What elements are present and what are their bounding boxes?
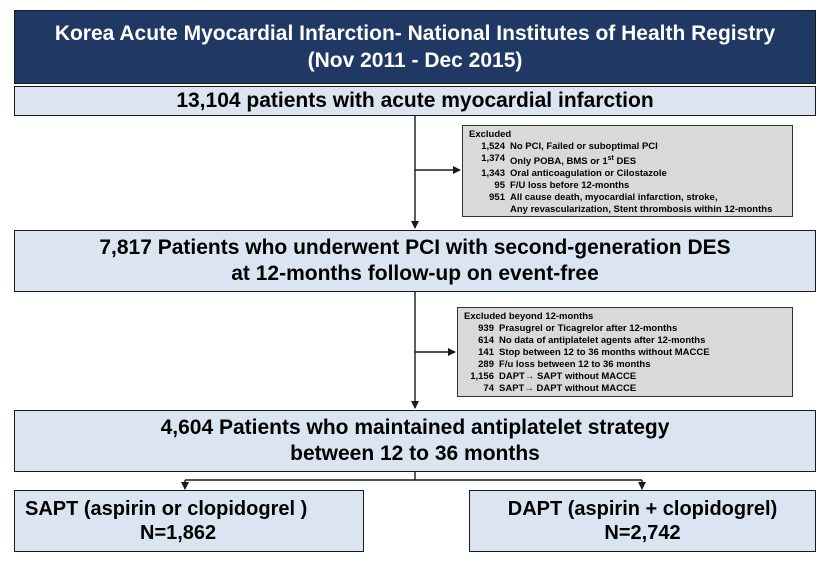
excluded1-item bbox=[469, 141, 786, 153]
excluded2-item bbox=[464, 383, 786, 395]
excluded1-reason: Only POBA, BMS or 1st DES bbox=[510, 155, 637, 168]
registry-title: Korea Acute Myocardial Infarction- National Institutes of Health Registry bbox=[54, 22, 776, 45]
excluded1-count: 1,374 bbox=[481, 153, 505, 164]
excluded1-reason: F/U loss before 12-months bbox=[510, 180, 630, 192]
excluded1-count: 95 bbox=[494, 180, 505, 192]
dapt-group-box bbox=[469, 490, 816, 552]
maintained-strategy-box bbox=[14, 410, 816, 472]
excluded1-reason: Oral anticoagulation or Cilostazole bbox=[510, 168, 667, 180]
excluded-box-1 bbox=[462, 125, 793, 217]
total-patients-box bbox=[14, 86, 816, 116]
excluded2-reason: No data of antiplatelet agents after 12-months bbox=[499, 335, 706, 346]
dapt-count: N=2,742 bbox=[604, 522, 681, 544]
excluded1-item bbox=[469, 168, 786, 180]
excluded2-count: 1,156 bbox=[470, 371, 494, 382]
maintained-line-2: between 12 to 36 months bbox=[290, 442, 540, 465]
excluded1-count: 1,524 bbox=[481, 141, 505, 152]
excluded2-count: 939 bbox=[478, 323, 494, 334]
excluded1-item bbox=[469, 192, 786, 204]
excluded2-heading: Excluded beyond 12-months bbox=[464, 311, 594, 322]
excluded-box-2 bbox=[457, 307, 793, 397]
excluded1-count: 951 bbox=[489, 192, 505, 204]
excluded1-continuation: Any revascularization, Stent thrombosis within 12-months bbox=[510, 204, 773, 216]
excluded1-item bbox=[469, 180, 786, 192]
excluded1-item bbox=[469, 153, 786, 168]
excluded2-count: 74 bbox=[483, 383, 494, 394]
sapt-count: N=1,862 bbox=[140, 522, 217, 544]
dapt-label: DAPT (aspirin + clopidogrel) bbox=[507, 498, 778, 520]
total-patients-text: 13,104 patients with acute myocardial infarction bbox=[176, 89, 654, 112]
excluded2-item bbox=[464, 347, 786, 359]
excluded1-heading: Excluded bbox=[469, 129, 512, 140]
excluded2-reason: DAPT→ SAPT without MACCE bbox=[499, 371, 637, 382]
excluded1-reason: No PCI, Failed or suboptimal PCI bbox=[510, 141, 658, 152]
excluded2-item bbox=[464, 335, 786, 347]
excluded1-count: 1,343 bbox=[481, 168, 505, 180]
sapt-label: SAPT (aspirin or clopidogrel ) bbox=[25, 498, 308, 520]
excluded2-reason: F/u loss between 12 to 36 months bbox=[499, 359, 651, 370]
excluded2-item bbox=[464, 371, 786, 383]
registry-header bbox=[14, 10, 816, 84]
excluded2-count: 289 bbox=[478, 359, 494, 370]
excluded2-reason: SAPT→ DAPT without MACCE bbox=[499, 383, 637, 394]
pci-line-1: 7,817 Patients who underwent PCI with second-generation DES bbox=[99, 236, 731, 259]
excluded2-reason: Prasugrel or Ticagrelor after 12-months bbox=[499, 323, 678, 334]
pci-line-2: at 12-months follow-up on event-free bbox=[231, 262, 599, 285]
excluded2-reason: Stop between 12 to 36 months without MACCE bbox=[499, 347, 710, 358]
registry-period: (Nov 2011 - Dec 2015) bbox=[307, 49, 523, 72]
pci-patients-box bbox=[14, 230, 816, 292]
excluded1-reason: All cause death, myocardial infarction, stroke, bbox=[510, 192, 718, 204]
excluded2-item bbox=[464, 323, 786, 335]
sapt-group-box bbox=[14, 490, 364, 552]
excluded2-count: 141 bbox=[478, 347, 494, 358]
excluded2-item bbox=[464, 359, 786, 371]
maintained-line-1: 4,604 Patients who maintained antiplatelet strategy bbox=[160, 416, 670, 439]
excluded2-count: 614 bbox=[478, 335, 494, 346]
